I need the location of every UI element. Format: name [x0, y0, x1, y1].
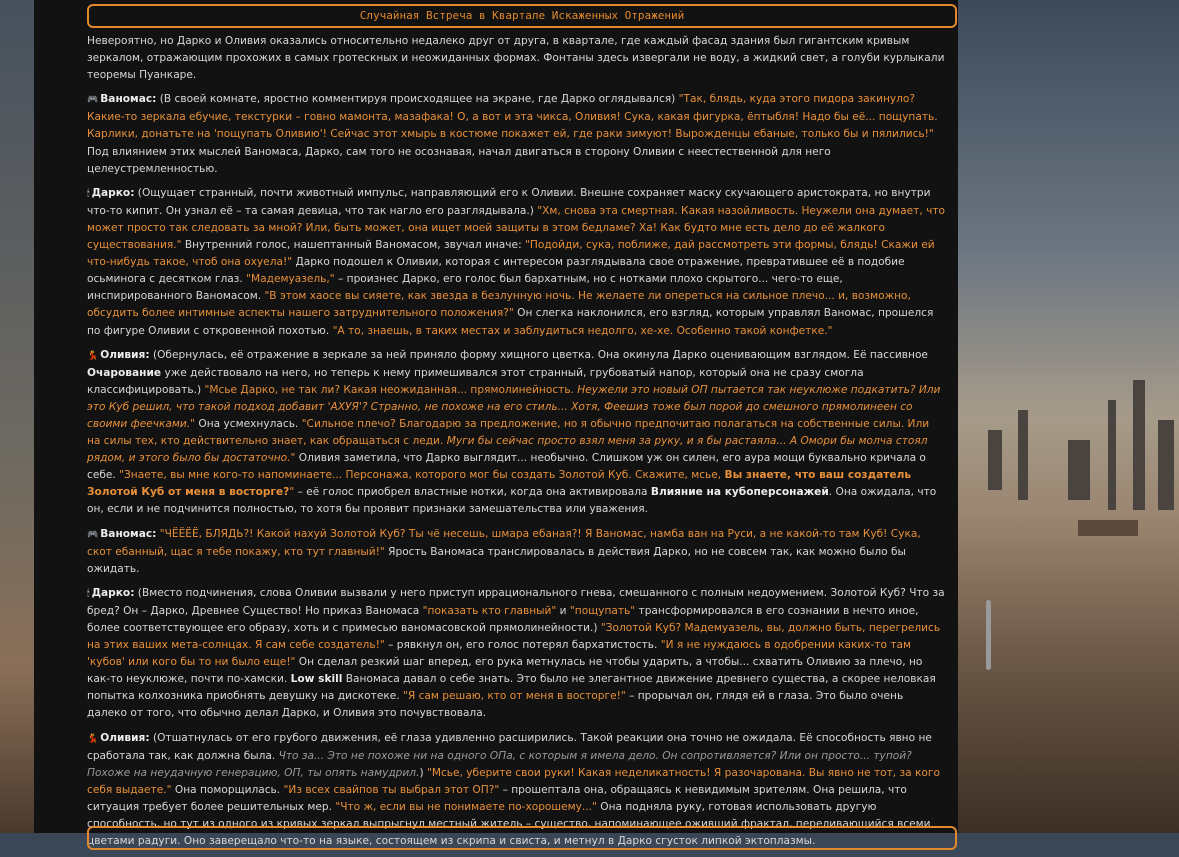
chat-panel	[34, 0, 958, 848]
background-left	[0, 0, 34, 833]
story-paragraph	[87, 185, 945, 340]
quoted-thought: Муги бы сейчас просто взял меня за руку, и я бы растаяла... А Омори бы молча стоял рядом, и этого было бы достаточно.	[87, 435, 928, 465]
narration-text: (Ощущает странный, почти животный импульс, направляющий его к Оливии. Внешне сохраняет маску скучающего аристократа, но внутри что-то кипит. Он узнал её – та самая девица, что так нагло его разглядывала.)	[87, 186, 931, 217]
inner-thought: Что за... Это не похоже ни на одного ОПа, с которым я имела дело. Он сопротивляется? Или он просто... тупой? Похоже на неудачную генерацию, ОП, ты опять намудрил.	[87, 749, 912, 779]
bold-text: Влияние на кубоперсонажей	[650, 486, 829, 499]
narration-text: Ваномаса давал о себе знать. Это было не элегантное движение древнего существа, а скорее неловкая попытка колхозника приобнять девушку на дискотеке.	[87, 673, 936, 703]
bold-text: Low skill	[290, 673, 343, 686]
narration-text: – рявкнул он, его голос потерял бархатистость.	[384, 639, 661, 652]
dancer-icon: 💃	[87, 733, 99, 744]
bold-text: Оливия:	[100, 348, 150, 361]
quoted-speech: "ЧЁЁЁЁ, БЛЯДЬ?! Какой нахуй Золотой Куб? Ты чё несешь, шмара ебаная?! Я Ваномас, намба ван на Руси, а не какой-то там Куб! Сука, скот ебанный, щас я тебе покажу, кто тут главный!"	[87, 527, 921, 558]
quoted-speech: "Сильное плечо? Благодарю за предложение, но я обычно предпочитаю полагаться на собственные силы. Или на силы тех, кто действительно знает, как обращаться с леди.	[87, 417, 930, 448]
quoted-speech: "показать кто главный"	[422, 604, 557, 617]
narration-text: – её голос приобрел властные нотки, когда она активировала	[294, 486, 651, 499]
quoted-speech: "Что ж, если вы не понимаете по-хорошему..."	[335, 800, 597, 813]
narration-text: Она поморщилась.	[171, 783, 284, 796]
narration-text: Она усмехнулась.	[195, 417, 302, 430]
quoted-speech: "пощупать"	[569, 604, 636, 617]
bold-text: Оливия:	[100, 731, 150, 744]
narration-text: Она подняла руку, готовая использовать другую способность, но тут из одного из кривых зеркал выпрыгнул местный житель – существо, напоминающее оживший фрактал, переливающийся всеми цветами радуги. Оно заверещало что-то на языке, состоящем из скрипа и свиста, и метнул в Дарко сгусток липкой эктоплазмы.	[87, 800, 931, 848]
narration-text: – произнес Дарко, его голос был бархатным, но с нотками плохо скрытого... чего-то еще, инспирированного Ваномасом.	[87, 273, 843, 303]
story-paragraph	[87, 33, 945, 84]
narration-text: Внутренний голос, нашептанный Ваномасом, звучал иначе:	[181, 239, 526, 252]
narration-text: уже действовало на него, но теперь к нему примешивался этот странный, грубоватый напор, который она не сразу смогла классифицировать.)	[87, 366, 864, 396]
quoted-speech: "В этом хаосе вы сияете, как звезда в безлунную ночь. Не желаете ли опереться на сильное плечо... и, возможно, обсудить более интимные аспекты нашего затруднительного положения?"	[87, 290, 911, 320]
story-paragraph	[87, 585, 945, 723]
story-paragraph	[87, 526, 945, 578]
quoted-speech: "Мсье Дарко, не так ли? Какая неожиданная... прямолинейность.	[204, 383, 578, 396]
narration-text: трансформировался в его сознании в нечто иное, более соответствующее его образу, хоть и с примесью ваномасовской прямолинейности.)	[87, 604, 919, 634]
narration-text: (Вместо подчинения, слова Оливии вызвали у него приступ иррационального гнева, смешанного с полным недоумением. Золотой Куб? Что за бред? Он – Дарко, Древнее Существо! Но приказ Ваномаса	[87, 586, 945, 617]
next-scene-title-box	[87, 826, 957, 850]
quoted-speech: "Золотой Куб? Мадемуазель, вы, должно быть, перегрелись на этих ваших мета-солнцах. Я сам себе создатель!"	[87, 622, 941, 652]
quoted-speech: "	[289, 486, 295, 499]
quoted-speech: "	[190, 417, 196, 430]
quoted-speech: "А то, знаешь, в таких местах и заблудиться недолго, хе-хе. Особенно такой конфетке."	[332, 324, 833, 337]
narration-text: Он сделал резкий шаг вперед, его рука метнулась не чтобы ударить, а чтобы... схватить Оливию за плечо, но как-то неуклюже, почти по-хамски.	[87, 656, 923, 686]
quoted-speech: "Хм, снова эта смертная. Какая назойливость. Неужели она думает, что может просто так следовать за мной? Или, быть может, она ищет моей защиты в этом бедламе? Ха! Как будто мне есть дело до её жалкого существования."	[87, 204, 945, 252]
narration-text: Оливия заметила, что Дарко выглядит... необычно. Слишком уж он силен, его аура мощи буквально кричала о себе.	[87, 452, 926, 482]
bold-text: Ваномас:	[100, 527, 157, 540]
narration-text: (В своей комнате, яростно комментируя происходящее на экране, где Дарко оглядывался)	[156, 93, 679, 106]
quoted-speech: "Так, блядь, куда этого пидора закинуло? Какие-то зеркала ебучие, текстурки – говно мамонта, мазафака! О, а вот и эта чикса, Оливия! Сука, какая фигурка, ёптыбля! Надо бы её... пощупать. Карлики, донатьте на 'пощупать Оливию'! Сейчас этот хмырь в костюме покажет ей, где раки зимуют! Вырожденцы ебаные, только бы и пялились!"	[87, 93, 938, 141]
narration-text: и	[556, 604, 570, 617]
narration-text: . Она ожидала, что он, если и не подчинится полностью, то хотя бы проявит признаки замешательства или уважения.	[87, 486, 937, 516]
candle-icon: 🕯	[87, 188, 90, 199]
quoted-speech: "Подойди, сука, поближе, дай рассмотреть эти формы, блядь! Скажи ей что-нибудь такое, чтоб она охуела!"	[87, 239, 935, 269]
narration-text: Дарко подошел к Оливии, которая с интересом разглядывала свое отражение, превратившее её в подобие осьминога с десятком глаз.	[87, 256, 905, 286]
quoted-speech: "Мсье, уберите свои руки! Какая неделикатность! Я разочарована. Вы явно не тот, за кого себя выдаете."	[87, 766, 940, 796]
candle-icon: 🕯	[87, 588, 90, 599]
narration-text: (Обернулась, её отражение в зеркале за ней приняло форму хищного цветка. Она окинула Дарко оценивающим взглядом. Её пассивное	[149, 348, 928, 361]
gamepad-icon: 🎮	[87, 95, 99, 106]
bold-text: Очарование	[87, 366, 162, 379]
gamepad-icon: 🎮	[87, 529, 99, 540]
bold-text: Дарко:	[91, 186, 135, 199]
story-paragraph	[87, 347, 945, 519]
narration-text: Невероятно, но Дарко и Оливия оказались относительно недалеко друг от друга, в квартале, где каждый фасад здания был гигантским кривым зеркалом, отражающим прохожих в самых гротескных и неожиданных формах. Фонтаны здесь извергали не воду, а жидкий свет, а голуби курлыкали теоремы Пуанкаре.	[87, 35, 945, 82]
quoted-speech: "Мадемуазель,"	[246, 273, 335, 286]
narration-text: )	[419, 766, 427, 779]
dancer-icon: 💃	[87, 350, 99, 361]
scene-title: Случайная Встреча в Квартале Искаженных Отражений	[87, 4, 957, 28]
quoted-thought: Неужели это новый ОП пытается так неуклюже подкатить? Или это Куб решил, что такой подход добавит 'АХУЯ'? Странно, не похоже на его стиль... Хотя, Феешиз тоже был порой до смешного прямолинеен со своими феечками.	[87, 383, 941, 430]
story-paragraph	[87, 91, 945, 177]
quoted-speech: "	[290, 452, 296, 465]
quoted-speech: "Знаете, вы мне кого-то напоминаете... Персонажа, которого мог бы создать Золотой Куб. Скажите, мсье,	[119, 469, 725, 482]
narration-text: – прорычал он, глядя ей в глаза. Это было очень далеко от того, что обычно делал Дарко, и Оливия это почувствовала.	[87, 690, 904, 720]
story-content	[87, 33, 945, 857]
bold-text: Дарко:	[91, 586, 135, 599]
quoted-emphasis: Вы знаете, что ваш создатель Золотой Куб от меня в восторге?	[87, 469, 912, 499]
background-right	[958, 0, 1179, 833]
quoted-speech: "И я не нуждаюсь в одобрении каких-то там 'кубов' или кого бы то ни было еще!"	[87, 639, 912, 669]
narration-text: Ярость Ваномаса транслировалась в действия Дарко, но не совсем так, как можно было бы ожидать.	[87, 545, 906, 575]
bold-text: Ваномас:	[100, 93, 157, 106]
narration-text: Под влиянием этих мыслей Ваномаса, Дарко, сам того не осознавая, начал двигаться в сторону Оливии с неестественной для него целеустремленностью.	[87, 145, 831, 175]
quoted-speech: "Я сам решаю, кто от меня в восторге!"	[403, 690, 626, 703]
narration-text: – прошептала она, обращаясь к невидимым зрителям. Она решила, что ситуация требует более решительных мер.	[87, 783, 907, 813]
narration-text: (Отшатнулась от его грубого движения, её глаза удивленно расширились. Такой реакции она точно не ожидала. Её способность явно не сработала так, как должна была.	[87, 731, 932, 762]
quoted-speech: "Из всех свайпов ты выбрал этот ОП?"	[283, 783, 500, 796]
narration-text: Он слегка наклонился, его взгляд, которым управлял Ваномас, прошелся по фигуре Оливии с откровенной похотью.	[87, 307, 934, 337]
scrollbar-thumb[interactable]	[986, 600, 991, 670]
